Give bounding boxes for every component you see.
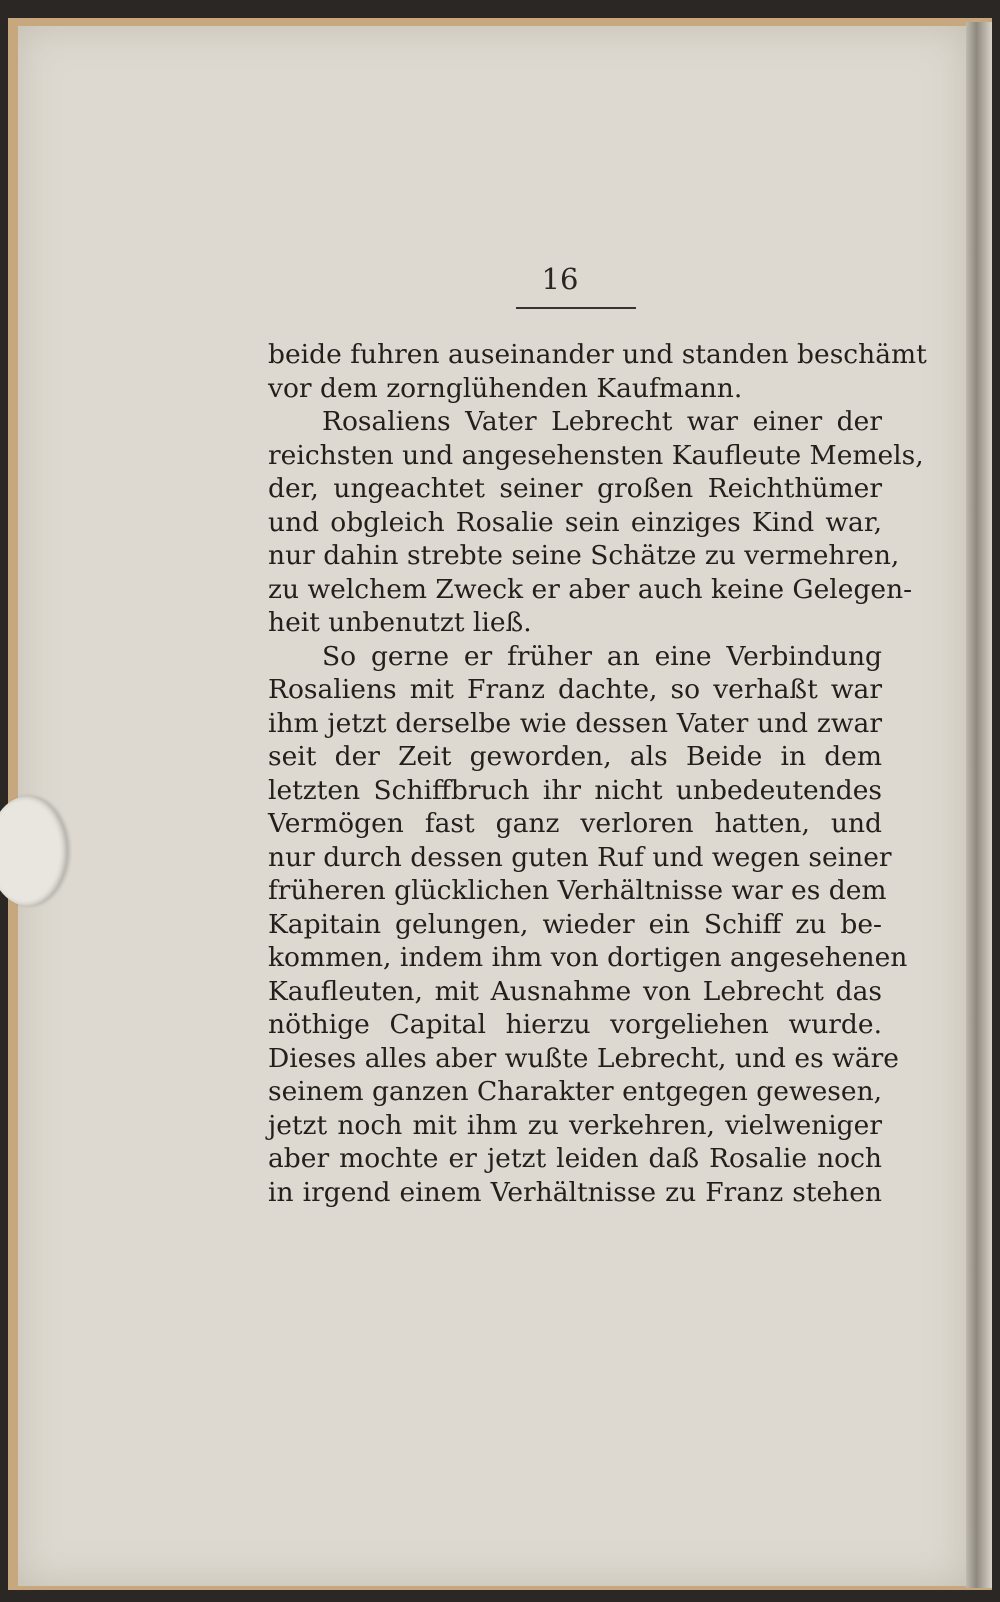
text-line: aber mochte er jetzt leiden daß Rosalie noch: [268, 1143, 882, 1174]
text-line: Vermögen fast ganz verloren hatten, und: [268, 808, 882, 839]
text-line: heit unbenutzt ließ.: [268, 607, 532, 638]
text-line: Rosaliens mit Franz dachte, so verhaßt war: [268, 674, 882, 705]
text-line: und obgleich Rosalie sein einziges Kind war,: [268, 506, 882, 538]
text-line: Dieses alles aber wußte Lebrecht, und es wäre: [268, 1042, 899, 1074]
text-line: Rosaliens Vater Lebrecht war einer der: [322, 406, 882, 437]
text-line: Kapitain gelungen, wieder ein Schiff zu be-: [268, 908, 882, 940]
text-line: ihm jetzt derselbe wie dessen Vater und zwar: [268, 707, 882, 739]
text-line: vor dem zornglühenden Kaufmann.: [268, 372, 743, 404]
text-line: beide fuhren auseinander und standen beschämt: [268, 339, 927, 370]
book-edge: [966, 22, 992, 1588]
text-line: Kaufleuten, mit Ausnahme von Lebrecht das: [268, 975, 882, 1007]
text-line: nöthige Capital hierzu vorgeliehen wurde.: [268, 1009, 882, 1040]
text-line: zu welchem Zweck er aber auch keine Gelegen-: [268, 573, 913, 605]
text-line: seinem ganzen Charakter entgegen gewesen,: [268, 1076, 883, 1107]
text-line: letzten Schiffbruch ihr nicht unbedeutendes: [268, 774, 882, 806]
text-line: der, ungeachtet seiner großen Reichthümer: [268, 473, 882, 504]
text-line: früheren glücklichen Verhältnisse war es dem: [268, 875, 887, 906]
text-line: jetzt noch mit ihm zu verkehren, vielweniger: [268, 1109, 882, 1141]
text-line: nur durch dessen guten Ruf und wegen seiner: [268, 841, 892, 873]
text-line: So gerne er früher an eine Verbindung: [322, 640, 882, 672]
text-line: in irgend einem Verhältnisse zu Franz stehen: [268, 1176, 882, 1208]
text-line: reichsten und angesehensten Kaufleute Memels,: [268, 439, 924, 471]
text-line: seit der Zeit geworden, als Beide in dem: [268, 741, 882, 772]
body-text: [268, 338, 927, 1209]
page-clip: [0, 796, 68, 906]
page-number: 16: [541, 262, 579, 296]
text-line: nur dahin strebte seine Schätze zu vermehren,: [268, 540, 900, 571]
text-line: kommen, indem ihm von dortigen angesehenen: [268, 942, 908, 973]
header-rule: [516, 307, 636, 309]
